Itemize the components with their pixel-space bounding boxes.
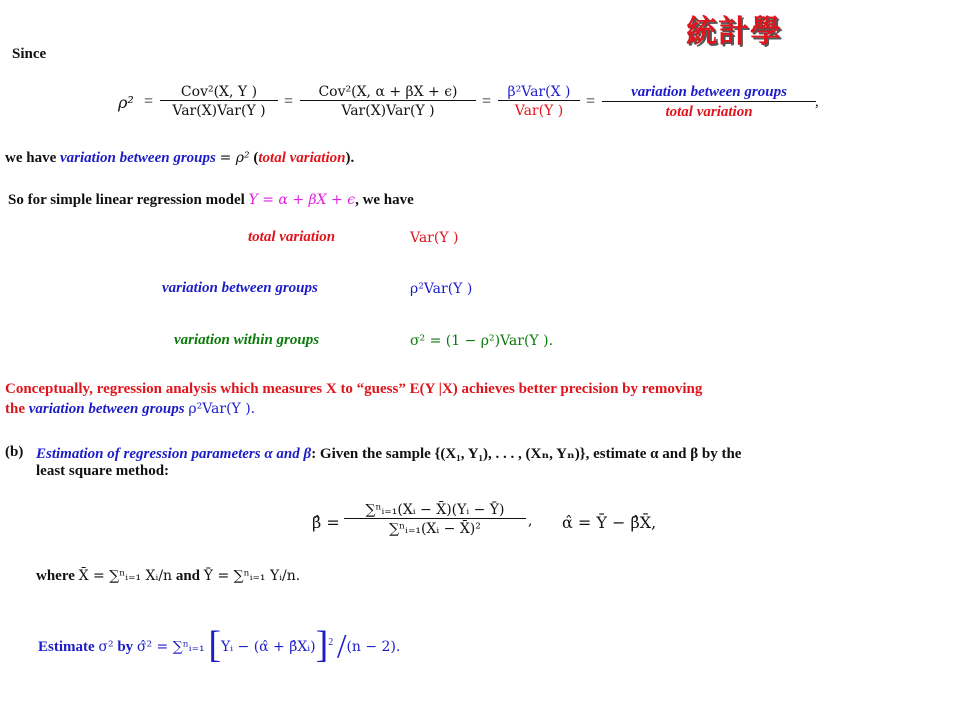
eq1-f4-numerator: variation between groups <box>631 84 787 100</box>
table-value-within: σ² = (1 − ρ²)Var(Y ). <box>410 333 554 349</box>
part-b-heading: Estimation of regression parameters α and β <box>36 446 312 462</box>
we-have-line <box>5 150 354 167</box>
table-label-within: variation within groups <box>174 332 320 348</box>
eq1-fraction-4 <box>602 84 816 121</box>
sigma-bracket-open: [ <box>208 624 221 666</box>
concept-the: the <box>5 401 25 417</box>
beta-hat-comma: , <box>528 513 533 529</box>
we-have-prefix: we have <box>5 150 57 166</box>
concept-vbg: variation between groups <box>28 401 185 417</box>
sigma-expr-a: σ̂² = ∑ⁿᵢ₌₁ <box>136 639 205 655</box>
sigma-estimate-word: Estimate <box>38 639 95 655</box>
eq1-fraction-2 <box>300 84 476 119</box>
so-for-text: So for simple linear regression model <box>8 192 245 208</box>
eq1-f4-denominator: total variation <box>602 101 816 121</box>
page-title: 統計學 <box>686 14 782 50</box>
sigma-by: by <box>117 639 134 655</box>
we-have-tv: total variation <box>258 150 346 166</box>
sigma-bracket-close: ] <box>315 624 329 666</box>
part-b-line-2: least square method: <box>36 463 170 479</box>
since-label: Since <box>12 46 47 62</box>
we-have-eq: = ρ² <box>219 150 250 166</box>
sigma-symbol: σ² <box>98 639 114 655</box>
eq1-f2-denominator: Var(X)Var(Y ) <box>300 100 476 119</box>
where-and: and <box>175 568 201 584</box>
where-line <box>36 568 300 585</box>
sigma-slash: / <box>336 628 347 665</box>
table-label-between: variation between groups <box>162 280 318 296</box>
eq1-lhs: ρ² <box>118 93 134 112</box>
sigma-power: 2 <box>328 637 334 648</box>
where-ybar: Ȳ = ∑ⁿᵢ₌₁ Yᵢ/n. <box>203 568 301 584</box>
part-b-text-1: : Given the sample {(X₁, Y₁), . . . , (Xₙ, Yₙ)}, estimate α and β by the <box>311 446 742 462</box>
beta-hat-numerator: ∑ⁿᵢ₌₁(Xᵢ − X̄)(Yᵢ − Ȳ) <box>365 502 505 518</box>
sigma-expr-b: Yᵢ − (α̂ + β̂Xᵢ) <box>221 639 316 655</box>
beta-hat-fraction <box>344 502 526 537</box>
concept-line-1: Conceptually, regression analysis which measures X to “guess” E(Y |X) achieves better precision by removing <box>5 381 703 397</box>
where-word: where <box>36 568 75 584</box>
eq1-equals-4: = <box>586 93 596 110</box>
we-have-vbg: variation between groups <box>60 150 216 166</box>
eq1-equals-3: = <box>482 93 492 110</box>
part-b-label: (b) <box>5 444 24 460</box>
sigma-estimate-line <box>38 620 401 666</box>
eq1-equals-1: = <box>144 93 154 110</box>
table-label-total: total variation <box>248 229 336 245</box>
alpha-hat-formula: α̂ = Ȳ − β̂X̄, <box>562 513 657 532</box>
table-value-between: ρ²Var(Y ) <box>410 281 473 297</box>
concept-line-2 <box>5 401 255 418</box>
eq1-f2-numerator: Cov²(X, α + βX + ϵ) <box>318 84 458 100</box>
so-for-model: Y = α + βX + ϵ <box>248 192 356 208</box>
where-xbar: X̄ = ∑ⁿᵢ₌₁ Xᵢ/n <box>78 568 173 584</box>
we-have-paren-close: ). <box>345 150 355 166</box>
eq1-f3-denominator: Var(Y ) <box>498 100 580 119</box>
sigma-expr-c: (n − 2). <box>346 639 401 655</box>
concept-rho-var: ρ²Var(Y ). <box>188 401 256 417</box>
eq1-f1-denominator: Var(X)Var(Y ) <box>160 100 278 119</box>
beta-hat-lhs: β̂ = <box>312 513 340 532</box>
eq1-equals-2: = <box>284 93 294 110</box>
eq1-f3-numerator: β²Var(X ) <box>507 84 571 100</box>
eq1-f1-numerator: Cov²(X, Y ) <box>180 84 258 100</box>
so-for-line <box>8 192 414 209</box>
eq1-fraction-3 <box>498 84 580 119</box>
eq1-fraction-1 <box>160 84 278 119</box>
part-b-line-1 <box>36 444 741 463</box>
eq1-comma: , <box>815 94 819 110</box>
we-have-paren-open: ( <box>253 150 259 166</box>
table-value-total: Var(Y ) <box>410 230 459 246</box>
beta-hat-denominator: ∑ⁿᵢ₌₁(Xᵢ − X̄)² <box>344 518 526 537</box>
so-for-suffix: , we have <box>355 192 414 208</box>
